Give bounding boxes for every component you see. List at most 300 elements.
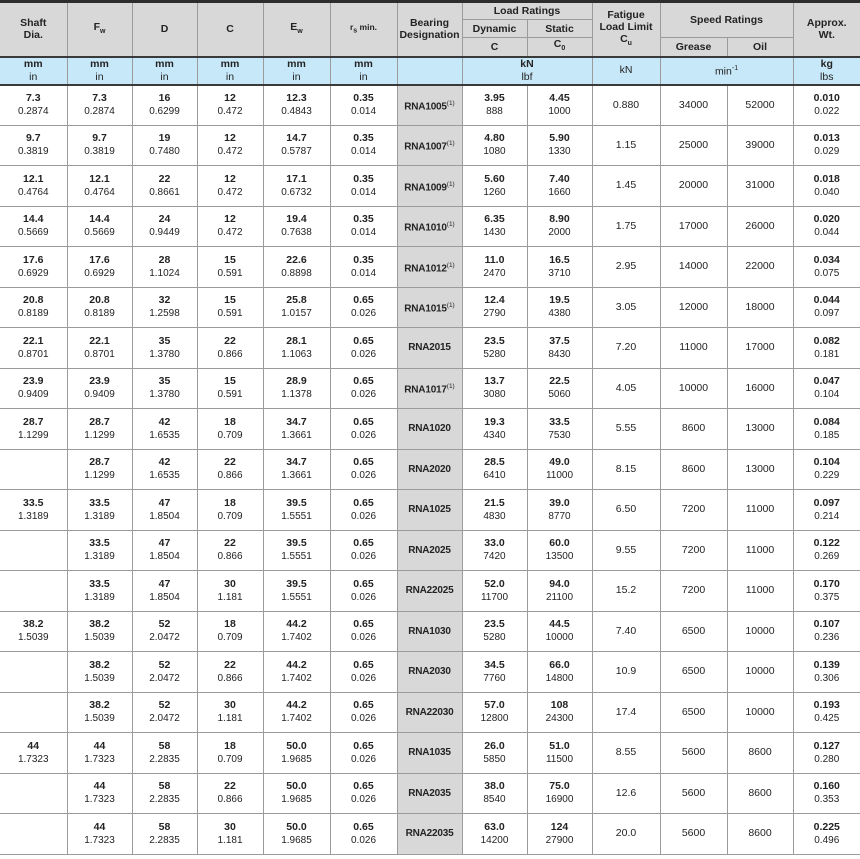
shaft-dia-cell — [0, 814, 67, 855]
dynamic-load-cell: 21.5 4830 — [462, 490, 527, 531]
bearing-designation-cell — [397, 287, 462, 328]
bearing-designation: RNA1015 — [404, 303, 447, 315]
grease-speed-cell: 25000 — [660, 125, 727, 166]
fatigue-load-cell: 0.880 — [592, 85, 660, 126]
col-header-oil: Oil — [727, 38, 793, 57]
weight-cell: 0.122 0.269 — [793, 530, 860, 571]
table-row — [0, 287, 860, 328]
oil-speed-cell: 13000 — [727, 409, 793, 450]
shaft-dia-cell — [0, 692, 67, 733]
ew-cell: 19.4 0.7638 — [263, 206, 330, 247]
fw-cell: 17.6 0.6929 — [67, 247, 132, 288]
grease-speed-cell: 12000 — [660, 287, 727, 328]
weight-cell: 0.020 0.044 — [793, 206, 860, 247]
fatigue-load-cell: 17.4 — [592, 692, 660, 733]
c-cell: 12 0.472 — [197, 206, 263, 247]
oil-speed-cell: 52000 — [727, 85, 793, 126]
weight-cell: 0.193 0.425 — [793, 692, 860, 733]
fw-cell: 20.8 0.8189 — [67, 287, 132, 328]
d-cell: 42 1.6535 — [132, 409, 197, 450]
fatigue-load-cell: 9.55 — [592, 530, 660, 571]
fatigue-load-cell: 8.15 — [592, 449, 660, 490]
d-cell: 35 1.3780 — [132, 328, 197, 369]
col-header-static-c0: $C_0$ — [527, 38, 592, 57]
fw-cell: 38.2 1.5039 — [67, 692, 132, 733]
designation-footnote: (1) — [446, 302, 455, 309]
shaft-label-line1: Shaft — [20, 17, 47, 30]
weight-cell: 0.104 0.229 — [793, 449, 860, 490]
shaft-dia-cell: 38.2 1.5039 — [0, 611, 67, 652]
col-header-grease: Grease — [660, 38, 727, 57]
d-cell: 16 0.6299 — [132, 85, 197, 126]
static-load-cell: 94.0 21100 — [527, 571, 592, 612]
col-header-ew: $E_w$ — [263, 2, 330, 57]
weight-cell: 0.097 0.214 — [793, 490, 860, 531]
fatigue-load-cell: 8.55 — [592, 733, 660, 774]
bearing-designation: RNA1030 — [408, 625, 451, 637]
unit-c-mm-in: mm in — [197, 57, 263, 85]
c-cell: 18 0.709 — [197, 490, 263, 531]
rs-min-cell: 0.65 0.026 — [330, 611, 397, 652]
oil-speed-cell: 8600 — [727, 814, 793, 855]
fw-cell: 38.2 1.5039 — [67, 652, 132, 693]
col-header-static: Static — [527, 20, 592, 38]
bearing-designation-cell — [397, 530, 462, 571]
rs-min-cell: 0.65 0.026 — [330, 490, 397, 531]
table-row — [0, 652, 860, 693]
d-cell: 28 1.1024 — [132, 247, 197, 288]
fatigue-load-cell: 15.2 — [592, 571, 660, 612]
oil-speed-cell: 10000 — [727, 652, 793, 693]
fw-cell: 9.7 0.3819 — [67, 125, 132, 166]
c-cell: 12 0.472 — [197, 85, 263, 126]
dynamic-load-cell: 23.5 5280 — [462, 611, 527, 652]
fatigue-load-cell: 1.75 — [592, 206, 660, 247]
unit-d-mm-in: mm in — [132, 57, 197, 85]
shaft-dia-cell: 12.1 0.4764 — [0, 166, 67, 207]
ew-cell: 44.2 1.7402 — [263, 611, 330, 652]
ew-cell: 17.1 0.6732 — [263, 166, 330, 207]
d-cell: 19 0.7480 — [132, 125, 197, 166]
c-cell: 15 0.591 — [197, 368, 263, 409]
d-cell: 35 1.3780 — [132, 368, 197, 409]
dynamic-load-cell: 13.7 3080 — [462, 368, 527, 409]
fw-cell: 44 1.7323 — [67, 773, 132, 814]
d-cell: 47 1.8504 — [132, 530, 197, 571]
static-load-cell: 5.90 1330 — [527, 125, 592, 166]
ew-cell: 50.0 1.9685 — [263, 773, 330, 814]
unit-speed-min: $\min^{-1}$ — [660, 57, 793, 85]
bearing-designation-cell — [397, 206, 462, 247]
grease-speed-cell: 6500 — [660, 652, 727, 693]
bearing-designation-cell — [397, 409, 462, 450]
shaft-dia-cell: 7.3 0.2874 — [0, 85, 67, 126]
weight-cell: 0.018 0.040 — [793, 166, 860, 207]
bearing-designation: RNA1007 — [404, 141, 447, 153]
table-row — [0, 85, 860, 126]
static-load-cell: 4.45 1000 — [527, 85, 592, 126]
grease-speed-cell: 6500 — [660, 611, 727, 652]
grease-speed-cell: 5600 — [660, 733, 727, 774]
col-header-rs-min: $r_s$ min. — [330, 2, 397, 57]
bearing-designation-cell — [397, 85, 462, 126]
bearing-designation: RNA2025 — [408, 544, 451, 556]
table-row — [0, 814, 860, 855]
shaft-dia-cell — [0, 652, 67, 693]
ew-cell: 28.1 1.1063 — [263, 328, 330, 369]
fatigue-load-cell: 2.95 — [592, 247, 660, 288]
table-row — [0, 166, 860, 207]
c-cell: 18 0.709 — [197, 611, 263, 652]
designation-footnote: (1) — [446, 99, 455, 107]
grease-speed-cell: 8600 — [660, 409, 727, 450]
bearing-designation: RNA1020 — [408, 423, 451, 435]
rs-min-cell: 0.35 0.014 — [330, 125, 397, 166]
oil-speed-cell: 8600 — [727, 773, 793, 814]
unit-weight-kg-lbs: kg lbs — [793, 57, 860, 85]
dynamic-load-cell: 19.3 4340 — [462, 409, 527, 450]
shaft-dia-cell: 44 1.7323 — [0, 733, 67, 774]
shaft-dia-cell: 28.7 1.1299 — [0, 409, 67, 450]
fatigue-load-cell: 10.9 — [592, 652, 660, 693]
fw-cell: 33.5 1.3189 — [67, 530, 132, 571]
shaft-dia-cell — [0, 449, 67, 490]
shaft-dia-cell: 23.9 0.9409 — [0, 368, 67, 409]
dynamic-load-cell: 28.5 6410 — [462, 449, 527, 490]
rs-min-cell: 0.65 0.026 — [330, 733, 397, 774]
table-row — [0, 125, 860, 166]
designation-footnote: (1) — [446, 383, 455, 390]
oil-speed-cell: 17000 — [727, 328, 793, 369]
bearing-designation-cell — [397, 814, 462, 855]
ew-cell: 14.7 0.5787 — [263, 125, 330, 166]
ew-cell: 50.0 1.9685 — [263, 733, 330, 774]
dynamic-load-cell: 63.0 14200 — [462, 814, 527, 855]
fatigue-load-cell: 20.0 — [592, 814, 660, 855]
static-load-cell: 51.0 11500 — [527, 733, 592, 774]
dynamic-load-cell: 3.95 888 — [462, 85, 527, 126]
bearing-designation-cell — [397, 571, 462, 612]
fatigue-load-cell: 7.20 — [592, 328, 660, 369]
static-load-cell: 124 27900 — [527, 814, 592, 855]
static-load-cell: 19.5 4380 — [527, 287, 592, 328]
fw-cell: 44 1.7323 — [67, 733, 132, 774]
dynamic-load-cell: 11.0 2470 — [462, 247, 527, 288]
oil-speed-cell: 22000 — [727, 247, 793, 288]
static-load-cell: 44.5 10000 — [527, 611, 592, 652]
col-header-fw: $F_w$ — [67, 2, 132, 57]
static-load-cell: 7.40 1660 — [527, 166, 592, 207]
oil-speed-cell: 39000 — [727, 125, 793, 166]
fw-cell: 28.7 1.1299 — [67, 449, 132, 490]
bearing-designation: RNA2035 — [408, 787, 451, 799]
c-cell: 22 0.866 — [197, 773, 263, 814]
d-cell: 58 2.2835 — [132, 814, 197, 855]
bearing-designation-cell — [397, 449, 462, 490]
grease-speed-cell: 8600 — [660, 449, 727, 490]
table-body — [0, 85, 860, 855]
fw-cell: 28.7 1.1299 — [67, 409, 132, 450]
static-load-cell: 39.0 8770 — [527, 490, 592, 531]
weight-cell: 0.107 0.236 — [793, 611, 860, 652]
dynamic-load-cell: 6.35 1430 — [462, 206, 527, 247]
oil-speed-cell: 18000 — [727, 287, 793, 328]
col-header-c: C — [197, 2, 263, 57]
c-cell: 15 0.591 — [197, 287, 263, 328]
table-row — [0, 611, 860, 652]
weight-cell: 0.013 0.029 — [793, 125, 860, 166]
weight-cell: 0.010 0.022 — [793, 85, 860, 126]
weight-cell: 0.034 0.075 — [793, 247, 860, 288]
rs-min-cell: 0.65 0.026 — [330, 328, 397, 369]
shaft-dia-cell: 33.5 1.3189 — [0, 490, 67, 531]
dynamic-load-cell: 5.60 1260 — [462, 166, 527, 207]
weight-cell: 0.084 0.185 — [793, 409, 860, 450]
weight-cell: 0.047 0.104 — [793, 368, 860, 409]
fatigue-load-cell: 7.40 — [592, 611, 660, 652]
c-cell: 30 1.181 — [197, 571, 263, 612]
fatigue-load-cell: 1.45 — [592, 166, 660, 207]
fw-cell: 33.5 1.3189 — [67, 490, 132, 531]
dynamic-load-cell: 4.80 1080 — [462, 125, 527, 166]
c-cell: 18 0.709 — [197, 409, 263, 450]
grease-speed-cell: 5600 — [660, 814, 727, 855]
oil-speed-cell: 16000 — [727, 368, 793, 409]
shaft-dia-cell: 9.7 0.3819 — [0, 125, 67, 166]
units-row — [0, 57, 860, 85]
grease-speed-cell: 7200 — [660, 490, 727, 531]
weight-cell: 0.170 0.375 — [793, 571, 860, 612]
grease-speed-cell: 5600 — [660, 773, 727, 814]
c-cell: 30 1.181 — [197, 692, 263, 733]
d-cell: 52 2.0472 — [132, 692, 197, 733]
fatigue-load-cell: 4.05 — [592, 368, 660, 409]
unit-fatigue-kn: kN — [592, 57, 660, 85]
bearing-designation-cell — [397, 490, 462, 531]
fw-cell: 12.1 0.4764 — [67, 166, 132, 207]
weight-cell: 0.225 0.496 — [793, 814, 860, 855]
c-cell: 30 1.181 — [197, 814, 263, 855]
col-header-dynamic: Dynamic — [462, 20, 527, 38]
bearing-designation-cell — [397, 247, 462, 288]
fw-cell: 23.9 0.9409 — [67, 368, 132, 409]
grease-speed-cell: 34000 — [660, 85, 727, 126]
c-cell: 22 0.866 — [197, 530, 263, 571]
table-row — [0, 409, 860, 450]
rs-min-cell: 0.65 0.026 — [330, 449, 397, 490]
d-cell: 58 2.2835 — [132, 733, 197, 774]
static-load-cell: 16.5 3710 — [527, 247, 592, 288]
d-cell: 52 2.0472 — [132, 652, 197, 693]
dynamic-load-cell: 23.5 5280 — [462, 328, 527, 369]
d-cell: 22 0.8661 — [132, 166, 197, 207]
fw-cell: 44 1.7323 — [67, 814, 132, 855]
designation-footnote: (1) — [446, 140, 455, 147]
dynamic-load-cell: 52.0 11700 — [462, 571, 527, 612]
rs-min-cell: 0.65 0.026 — [330, 368, 397, 409]
ew-cell: 39.5 1.5551 — [263, 530, 330, 571]
d-cell: 42 1.6535 — [132, 449, 197, 490]
fw-cell: 22.1 0.8701 — [67, 328, 132, 369]
static-load-cell: 8.90 2000 — [527, 206, 592, 247]
bearing-designation-cell — [397, 733, 462, 774]
c-cell: 22 0.866 — [197, 449, 263, 490]
oil-speed-cell: 10000 — [727, 611, 793, 652]
unit-fw-mm-in: mm in — [67, 57, 132, 85]
static-load-cell: 75.0 16900 — [527, 773, 592, 814]
col-header-bearing-designation: Bearing Designation — [397, 2, 462, 57]
c-cell: 12 0.472 — [197, 166, 263, 207]
fatigue-load-cell: 12.6 — [592, 773, 660, 814]
col-header-approx-wt: Approx. Wt. — [793, 2, 860, 57]
dynamic-load-cell: 12.4 2790 — [462, 287, 527, 328]
col-header-shaft-dia — [0, 2, 67, 57]
ew-cell: 44.2 1.7402 — [263, 652, 330, 693]
static-load-cell: 37.5 8430 — [527, 328, 592, 369]
oil-speed-cell: 26000 — [727, 206, 793, 247]
header-row-1 — [0, 2, 860, 20]
ew-cell: 34.7 1.3661 — [263, 449, 330, 490]
unit-ew-mm-in: mm in — [263, 57, 330, 85]
rs-min-cell: 0.65 0.026 — [330, 773, 397, 814]
bearing-designation: RNA2020 — [408, 463, 451, 475]
ew-cell: 25.8 1.0157 — [263, 287, 330, 328]
col-header-d: D — [132, 2, 197, 57]
bearing-designation-cell — [397, 368, 462, 409]
table-row — [0, 247, 860, 288]
bearing-designation-cell — [397, 692, 462, 733]
rs-min-cell: 0.35 0.014 — [330, 85, 397, 126]
unit-shaft-mm-in: mm in — [0, 57, 67, 85]
bearing-designation: RNA1012 — [404, 263, 447, 274]
bearing-designation-cell — [397, 328, 462, 369]
grease-speed-cell: 17000 — [660, 206, 727, 247]
d-cell: 24 0.9449 — [132, 206, 197, 247]
grease-speed-cell: 14000 — [660, 247, 727, 288]
weight-cell: 0.139 0.306 — [793, 652, 860, 693]
static-load-cell: 49.0 11000 — [527, 449, 592, 490]
oil-speed-cell: 10000 — [727, 692, 793, 733]
shaft-dia-cell: 14.4 0.5669 — [0, 206, 67, 247]
fatigue-load-cell: 6.50 — [592, 490, 660, 531]
bearing-designation: RNA1035 — [408, 747, 451, 759]
rs-min-cell: 0.65 0.026 — [330, 652, 397, 693]
table-row — [0, 368, 860, 409]
bearing-designation: RNA2030 — [408, 666, 451, 678]
ew-cell: 28.9 1.1378 — [263, 368, 330, 409]
ew-cell: 39.5 1.5551 — [263, 490, 330, 531]
bearing-designation-cell — [397, 125, 462, 166]
grease-speed-cell: 6500 — [660, 692, 727, 733]
bearing-designation: RNA2015 — [408, 342, 451, 354]
bearing-designation: RNA22035 — [405, 828, 454, 840]
dynamic-load-cell: 26.0 5850 — [462, 733, 527, 774]
unit-rs-mm-in: mm in — [330, 57, 397, 85]
dynamic-load-cell: 38.0 8540 — [462, 773, 527, 814]
grease-speed-cell: 7200 — [660, 530, 727, 571]
bearing-designation: RNA1010 — [404, 222, 447, 234]
grease-speed-cell: 11000 — [660, 328, 727, 369]
static-load-cell: 22.5 5060 — [527, 368, 592, 409]
static-load-cell: 33.5 7530 — [527, 409, 592, 450]
weight-cell: 0.160 0.353 — [793, 773, 860, 814]
fw-cell: 7.3 0.2874 — [67, 85, 132, 126]
weight-cell: 0.082 0.181 — [793, 328, 860, 369]
grease-speed-cell: 20000 — [660, 166, 727, 207]
weight-cell: 0.044 0.097 — [793, 287, 860, 328]
rs-min-cell: 0.65 0.026 — [330, 530, 397, 571]
ew-cell: 44.2 1.7402 — [263, 692, 330, 733]
shaft-label-line2: Dia. — [23, 29, 43, 42]
bearing-designation: RNA1017 — [404, 384, 447, 396]
oil-speed-cell: 31000 — [727, 166, 793, 207]
rs-min-cell: 0.65 0.026 — [330, 571, 397, 612]
oil-speed-cell: 8600 — [727, 733, 793, 774]
d-cell: 52 2.0472 — [132, 611, 197, 652]
shaft-dia-cell — [0, 530, 67, 571]
table-row — [0, 328, 860, 369]
d-cell: 47 1.8504 — [132, 571, 197, 612]
dynamic-load-cell: 33.0 7420 — [462, 530, 527, 571]
d-cell: 47 1.8504 — [132, 490, 197, 531]
unit-designation-blank — [397, 57, 462, 85]
table-row — [0, 773, 860, 814]
fatigue-load-cell: 5.55 — [592, 409, 660, 450]
table-row — [0, 449, 860, 490]
bearing-designation: RNA1005 — [404, 101, 447, 113]
c-cell: 12 0.472 — [197, 125, 263, 166]
col-header-load-ratings: Load Ratings — [462, 2, 592, 20]
rs-min-cell: 0.65 0.026 — [330, 814, 397, 855]
shaft-dia-cell — [0, 773, 67, 814]
weight-cell: 0.127 0.280 — [793, 733, 860, 774]
oil-speed-cell: 11000 — [727, 530, 793, 571]
bearing-designation-cell — [397, 652, 462, 693]
shaft-dia-cell: 20.8 0.8189 — [0, 287, 67, 328]
bearing-designation: RNA1009 — [404, 182, 447, 193]
designation-footnote: (1) — [446, 180, 455, 188]
rs-min-cell: 0.65 0.026 — [330, 409, 397, 450]
fw-cell: 14.4 0.5669 — [67, 206, 132, 247]
bearing-designation-cell — [397, 166, 462, 207]
table-header — [0, 2, 860, 85]
fw-cell: 38.2 1.5039 — [67, 611, 132, 652]
table-row — [0, 206, 860, 247]
ew-cell: 39.5 1.5551 — [263, 571, 330, 612]
shaft-dia-cell: 22.1 0.8701 — [0, 328, 67, 369]
d-cell: 58 2.2835 — [132, 773, 197, 814]
grease-speed-cell: 7200 — [660, 571, 727, 612]
fw-cell: 33.5 1.3189 — [67, 571, 132, 612]
bearing-designation: RNA22025 — [405, 585, 454, 597]
col-header-fatigue-load-limit: Fatigue Load Limit $C_u$ — [592, 2, 660, 57]
shaft-dia-cell: 17.6 0.6929 — [0, 247, 67, 288]
table-row — [0, 530, 860, 571]
c-cell: 22 0.866 — [197, 652, 263, 693]
col-header-dynamic-c: C — [462, 38, 527, 57]
static-load-cell: 66.0 14800 — [527, 652, 592, 693]
shaft-dia-cell — [0, 571, 67, 612]
bearing-designation-cell — [397, 611, 462, 652]
fatigue-load-cell: 1.15 — [592, 125, 660, 166]
rs-min-cell: 0.35 0.014 — [330, 166, 397, 207]
bearing-designation: RNA22030 — [405, 706, 454, 718]
oil-speed-cell: 11000 — [727, 490, 793, 531]
bearing-designation: RNA1025 — [408, 504, 451, 516]
d-cell: 32 1.2598 — [132, 287, 197, 328]
rs-min-cell: 0.35 0.014 — [330, 206, 397, 247]
c-cell: 22 0.866 — [197, 328, 263, 369]
